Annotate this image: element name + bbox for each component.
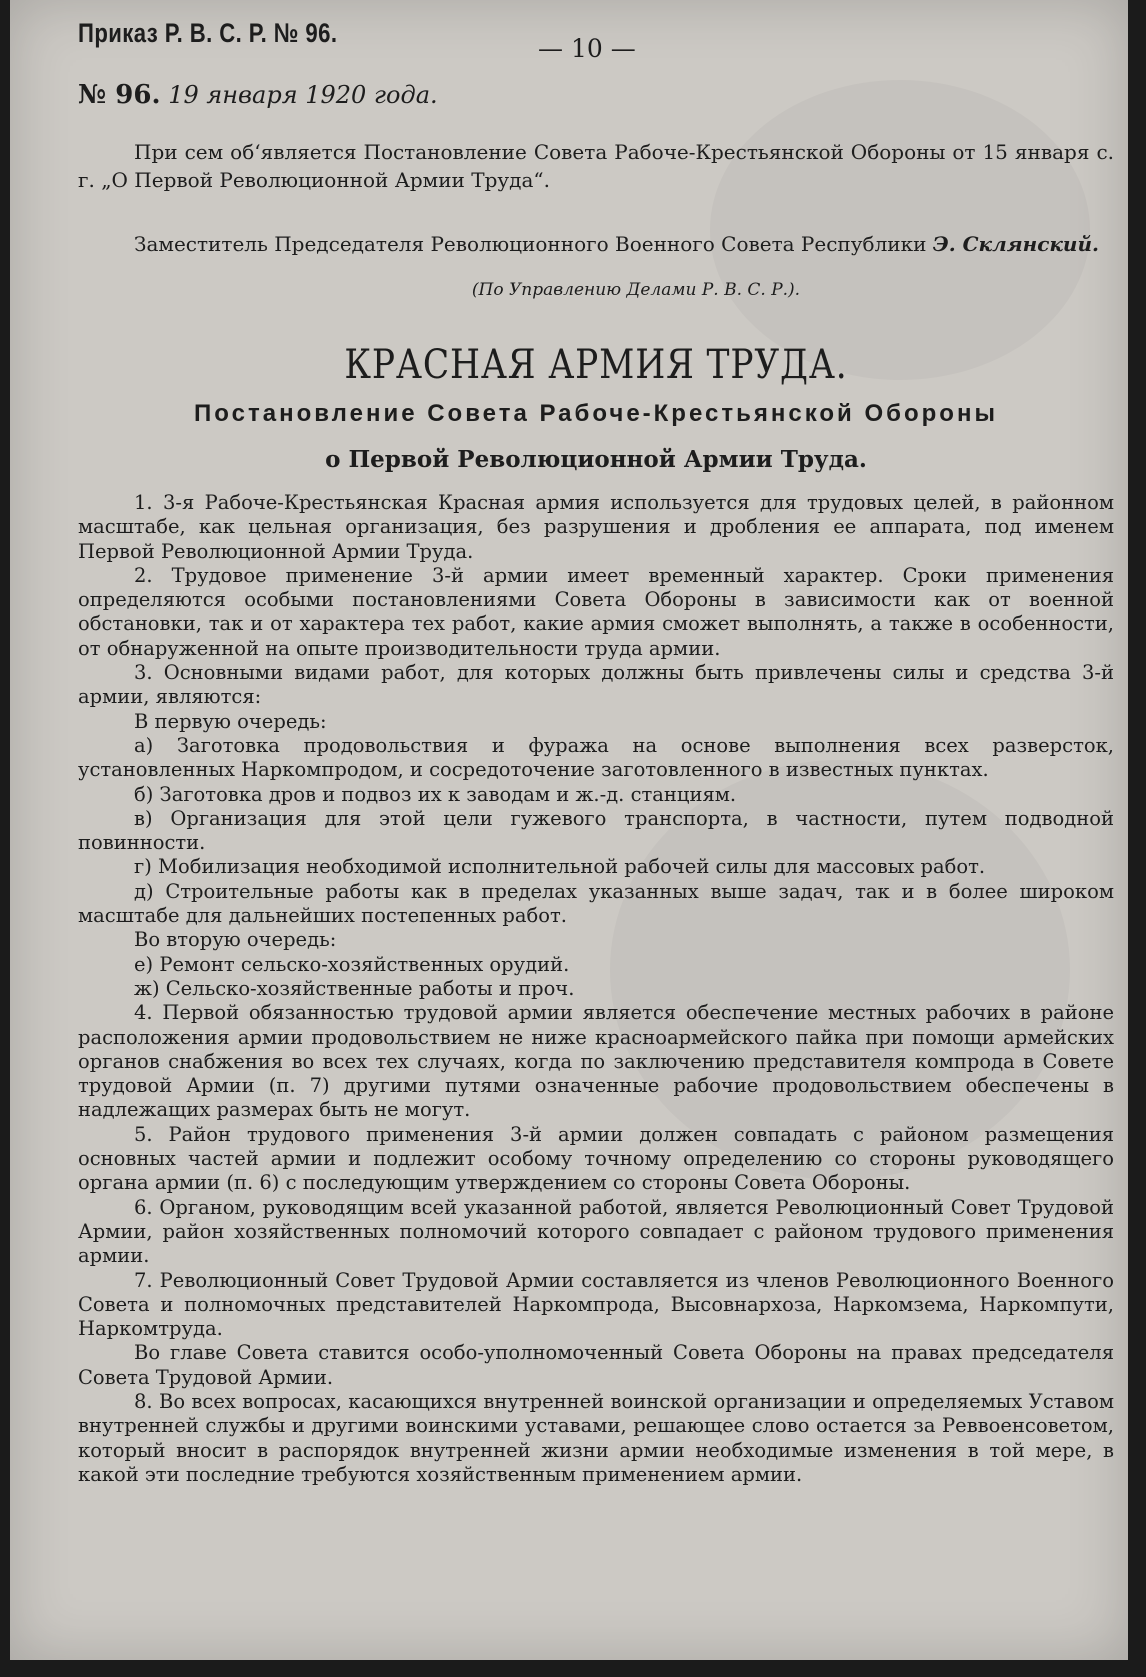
resolution-body bbox=[78, 491, 1114, 1487]
paragraph: 7. Революционный Совет Трудовой Армии составляется из членов Революционного Военного Совета и полномочных представителей Наркомпрода, Высовнархоза, Наркомзема, Наркомпути, Наркомтруда. bbox=[78, 1268, 1114, 1341]
order-line bbox=[78, 80, 1114, 132]
order-date: 19 января 1920 года. bbox=[168, 81, 438, 109]
subtitle: Постановление Совета Рабоче-Крестьянской Обороны bbox=[194, 400, 998, 427]
paragraph: 2. Трудовое применение 3-й армии имеет временный характер. Сроки применения определяются особыми постановлениями Совета Обороны в зависимости как от военной обстановки, так и от характера тех работ, какие армия сможет выполнять, а также в особенности, от обнаруженной на опыте производительности труда армии. bbox=[78, 563, 1114, 660]
paragraph: ж) Сельско-хозяйственные работы и проч. bbox=[134, 976, 575, 1000]
paragraph: 1. 3-я Рабоче-Крестьянская Красная армия используется для трудовых целей, в районном масштабе, как цельная организация, без разрушения и дробления ее аппарата, под именем Первой Революционной Армии Труда. bbox=[78, 491, 1114, 563]
paragraph: 5. Район трудового применения 3-й армии должен совпадать с районом размещения основных частей армии и подлежит особому точному определению со стороны руководящего органа армии (п. 6) с последующим утверждением со стороны Совета Обороны. bbox=[78, 1122, 1114, 1195]
paragraph: 8. Во всех вопросах, касающихся внутренней воинской организации и определяемых Уставом внутренней службы и другими воинскими уставами, решающее слово остается за Реввоенсоветом, который вносит в распорядок внутренней жизни армии необходимые изменения в той мере, в какой эти последние требуются хозяйственным применением армии. bbox=[78, 1389, 1114, 1486]
paragraph: 4. Первой обязанностью трудовой армии является обеспечение местных рабочих в районе расположения армии продовольствием не ниже красноармейского пайка при помощи армейских органов снабжения во всех тех случаях, когда по заключению представителя компрода в Совете трудовой Армии (п. 7) другими путями означенные рабочие продовольствием обеспечены в надлежащих размерах быть не могут. bbox=[78, 1001, 1114, 1122]
signature-title: Заместитель Председателя Революционного Военного Совета Республики bbox=[134, 232, 927, 256]
paragraph: г) Мобилизация необходимой исполнительной рабочей силы для массовых работ. bbox=[134, 855, 986, 879]
paragraph: 6. Органом, руководящим всей указанной работой, является Революционный Совет Трудовой Армии, район хозяйственных полномочий которого совпадает с районом трудового применения армии. bbox=[78, 1195, 1114, 1268]
paragraph: а) Заготовка продовольствия и фуража на основе выполнения всех разверсток, установленных Наркомпродом, и сосредоточение заготовленного в известных пунктах. bbox=[78, 733, 1114, 782]
paragraph: б) Заготовка дров и подвоз их к заводам и ж.-д. станциям. bbox=[134, 782, 737, 806]
paragraph: в) Организация для этой цели гужевого транспорта, в частности, путем подводной повинности. bbox=[78, 806, 1114, 855]
paragraph: 3. Основными видами работ, для которых должны быть привлечены силы и средства 3-й армии, являются: bbox=[78, 661, 1114, 709]
main-title: КРАСНАЯ АРМИЯ ТРУДА. bbox=[344, 342, 848, 388]
header-order-ref: Приказ Р. В. С. Р. № 96. bbox=[78, 18, 338, 48]
page-number: — 10 — bbox=[538, 34, 636, 63]
intro-text: При сем об‘является Постановление Совета Рабоче-Крестьянской Обороны от 15 января с. г. „О Первой Революционной Армии Труда“. bbox=[78, 140, 1114, 192]
signature bbox=[78, 230, 1114, 258]
paragraph: е) Ремонт сельско-хозяйственных орудий. bbox=[134, 952, 570, 976]
order-number: № 96. bbox=[78, 80, 161, 110]
by-order-note: (По Управлению Делами Р. В. С. Р.). bbox=[471, 280, 801, 300]
page-header bbox=[78, 18, 1114, 76]
subtitle-secondary: о Первой Революционной Армии Труда. bbox=[325, 446, 867, 473]
document-page bbox=[10, 0, 1128, 1660]
paragraph: Во вторую очередь: bbox=[134, 928, 337, 952]
paragraph: Во главе Совета ставится особо-уполномоченный Совета Обороны на правах председателя Совета Трудовой Армии. bbox=[78, 1341, 1114, 1389]
signature-name: Э. Склянский. bbox=[932, 232, 1099, 256]
document-content bbox=[78, 18, 1114, 1487]
paragraph: В первую очередь: bbox=[134, 709, 327, 733]
paragraph: д) Строительные работы как в пределах указанных выше задач, так и в более широком масштабе для дальнейших постепенных работ. bbox=[78, 879, 1114, 928]
